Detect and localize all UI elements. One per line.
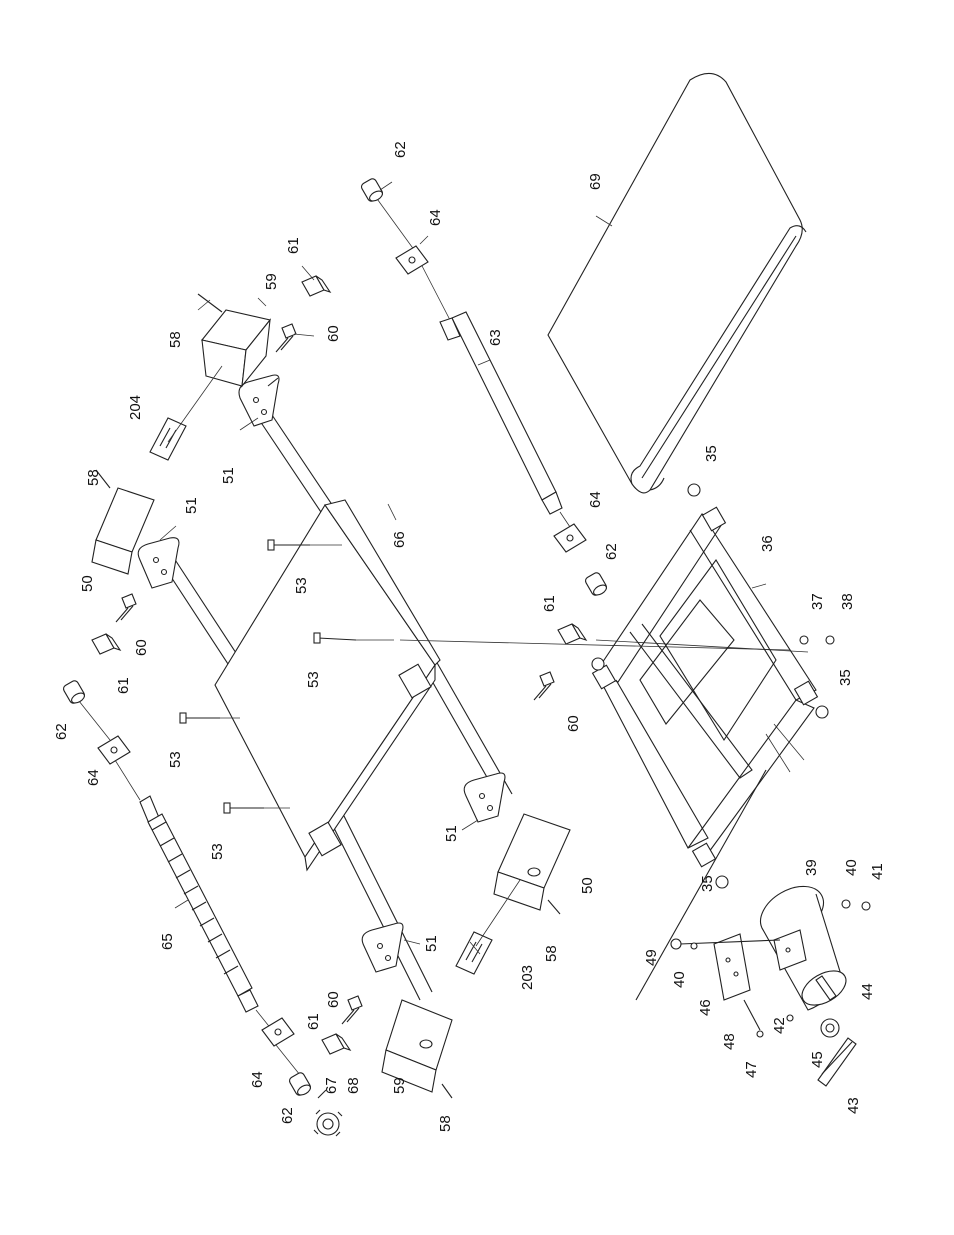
- label-61d: 61: [305, 1013, 322, 1030]
- label-50b: 50: [579, 877, 596, 894]
- label-69: 69: [587, 173, 604, 190]
- label-63: 63: [487, 329, 504, 346]
- label-64d: 64: [249, 1071, 266, 1088]
- label-53b: 53: [305, 671, 322, 688]
- label-64c: 64: [587, 491, 604, 508]
- label-39: 39: [803, 859, 820, 876]
- label-68: 68: [345, 1077, 362, 1094]
- label-44: 44: [859, 983, 876, 1000]
- label-61b: 61: [115, 677, 132, 694]
- label-53a: 53: [293, 577, 310, 594]
- label-40b: 40: [671, 971, 688, 988]
- label-60b: 60: [133, 639, 150, 656]
- label-35a: 35: [703, 445, 720, 462]
- label-64a: 64: [427, 209, 444, 226]
- label-62d: 62: [279, 1107, 296, 1124]
- label-53d: 53: [209, 843, 226, 860]
- label-51d: 51: [423, 935, 440, 952]
- label-62b: 62: [53, 723, 70, 740]
- label-40a: 40: [843, 859, 860, 876]
- label-46: 46: [697, 999, 714, 1016]
- label-35b: 35: [837, 669, 854, 686]
- label-47: 47: [743, 1061, 760, 1078]
- label-58d: 58: [437, 1115, 454, 1132]
- label-62a: 62: [392, 141, 409, 158]
- label-58c: 58: [543, 945, 560, 962]
- label-51c: 51: [443, 825, 460, 842]
- label-45: 45: [809, 1051, 826, 1068]
- label-58a: 58: [167, 331, 184, 348]
- label-38: 38: [839, 593, 856, 610]
- label-35c: 35: [699, 875, 716, 892]
- label-43: 43: [845, 1097, 862, 1114]
- label-59b: 59: [391, 1077, 408, 1094]
- label-67: 67: [323, 1077, 340, 1094]
- label-41: 41: [869, 863, 886, 880]
- label-60d: 60: [325, 991, 342, 1008]
- label-58b: 58: [85, 469, 102, 486]
- label-61a: 61: [285, 237, 302, 254]
- label-62c: 62: [603, 543, 620, 560]
- label-49: 49: [643, 949, 660, 966]
- label-51a: 51: [220, 467, 237, 484]
- label-204: 204: [127, 394, 144, 420]
- label-60a: 60: [325, 325, 342, 342]
- label-50a: 50: [79, 575, 96, 592]
- label-66: 66: [391, 531, 408, 548]
- label-64b: 64: [85, 769, 102, 786]
- label-65: 65: [159, 933, 176, 950]
- label-53c: 53: [167, 751, 184, 768]
- label-37: 37: [809, 593, 826, 610]
- label-36: 36: [759, 535, 776, 552]
- walking-belt: [548, 73, 806, 492]
- label-203: 203: [519, 964, 536, 990]
- label-60c: 60: [565, 715, 582, 732]
- motor-assembly: [636, 724, 870, 1086]
- base-frame: [592, 484, 834, 888]
- label-42: 42: [771, 1017, 788, 1034]
- rear-roller: [375, 196, 572, 530]
- label-48: 48: [721, 1033, 738, 1050]
- label-59a: 59: [263, 273, 280, 290]
- label-61c: 61: [541, 595, 558, 612]
- label-51b: 51: [183, 497, 200, 514]
